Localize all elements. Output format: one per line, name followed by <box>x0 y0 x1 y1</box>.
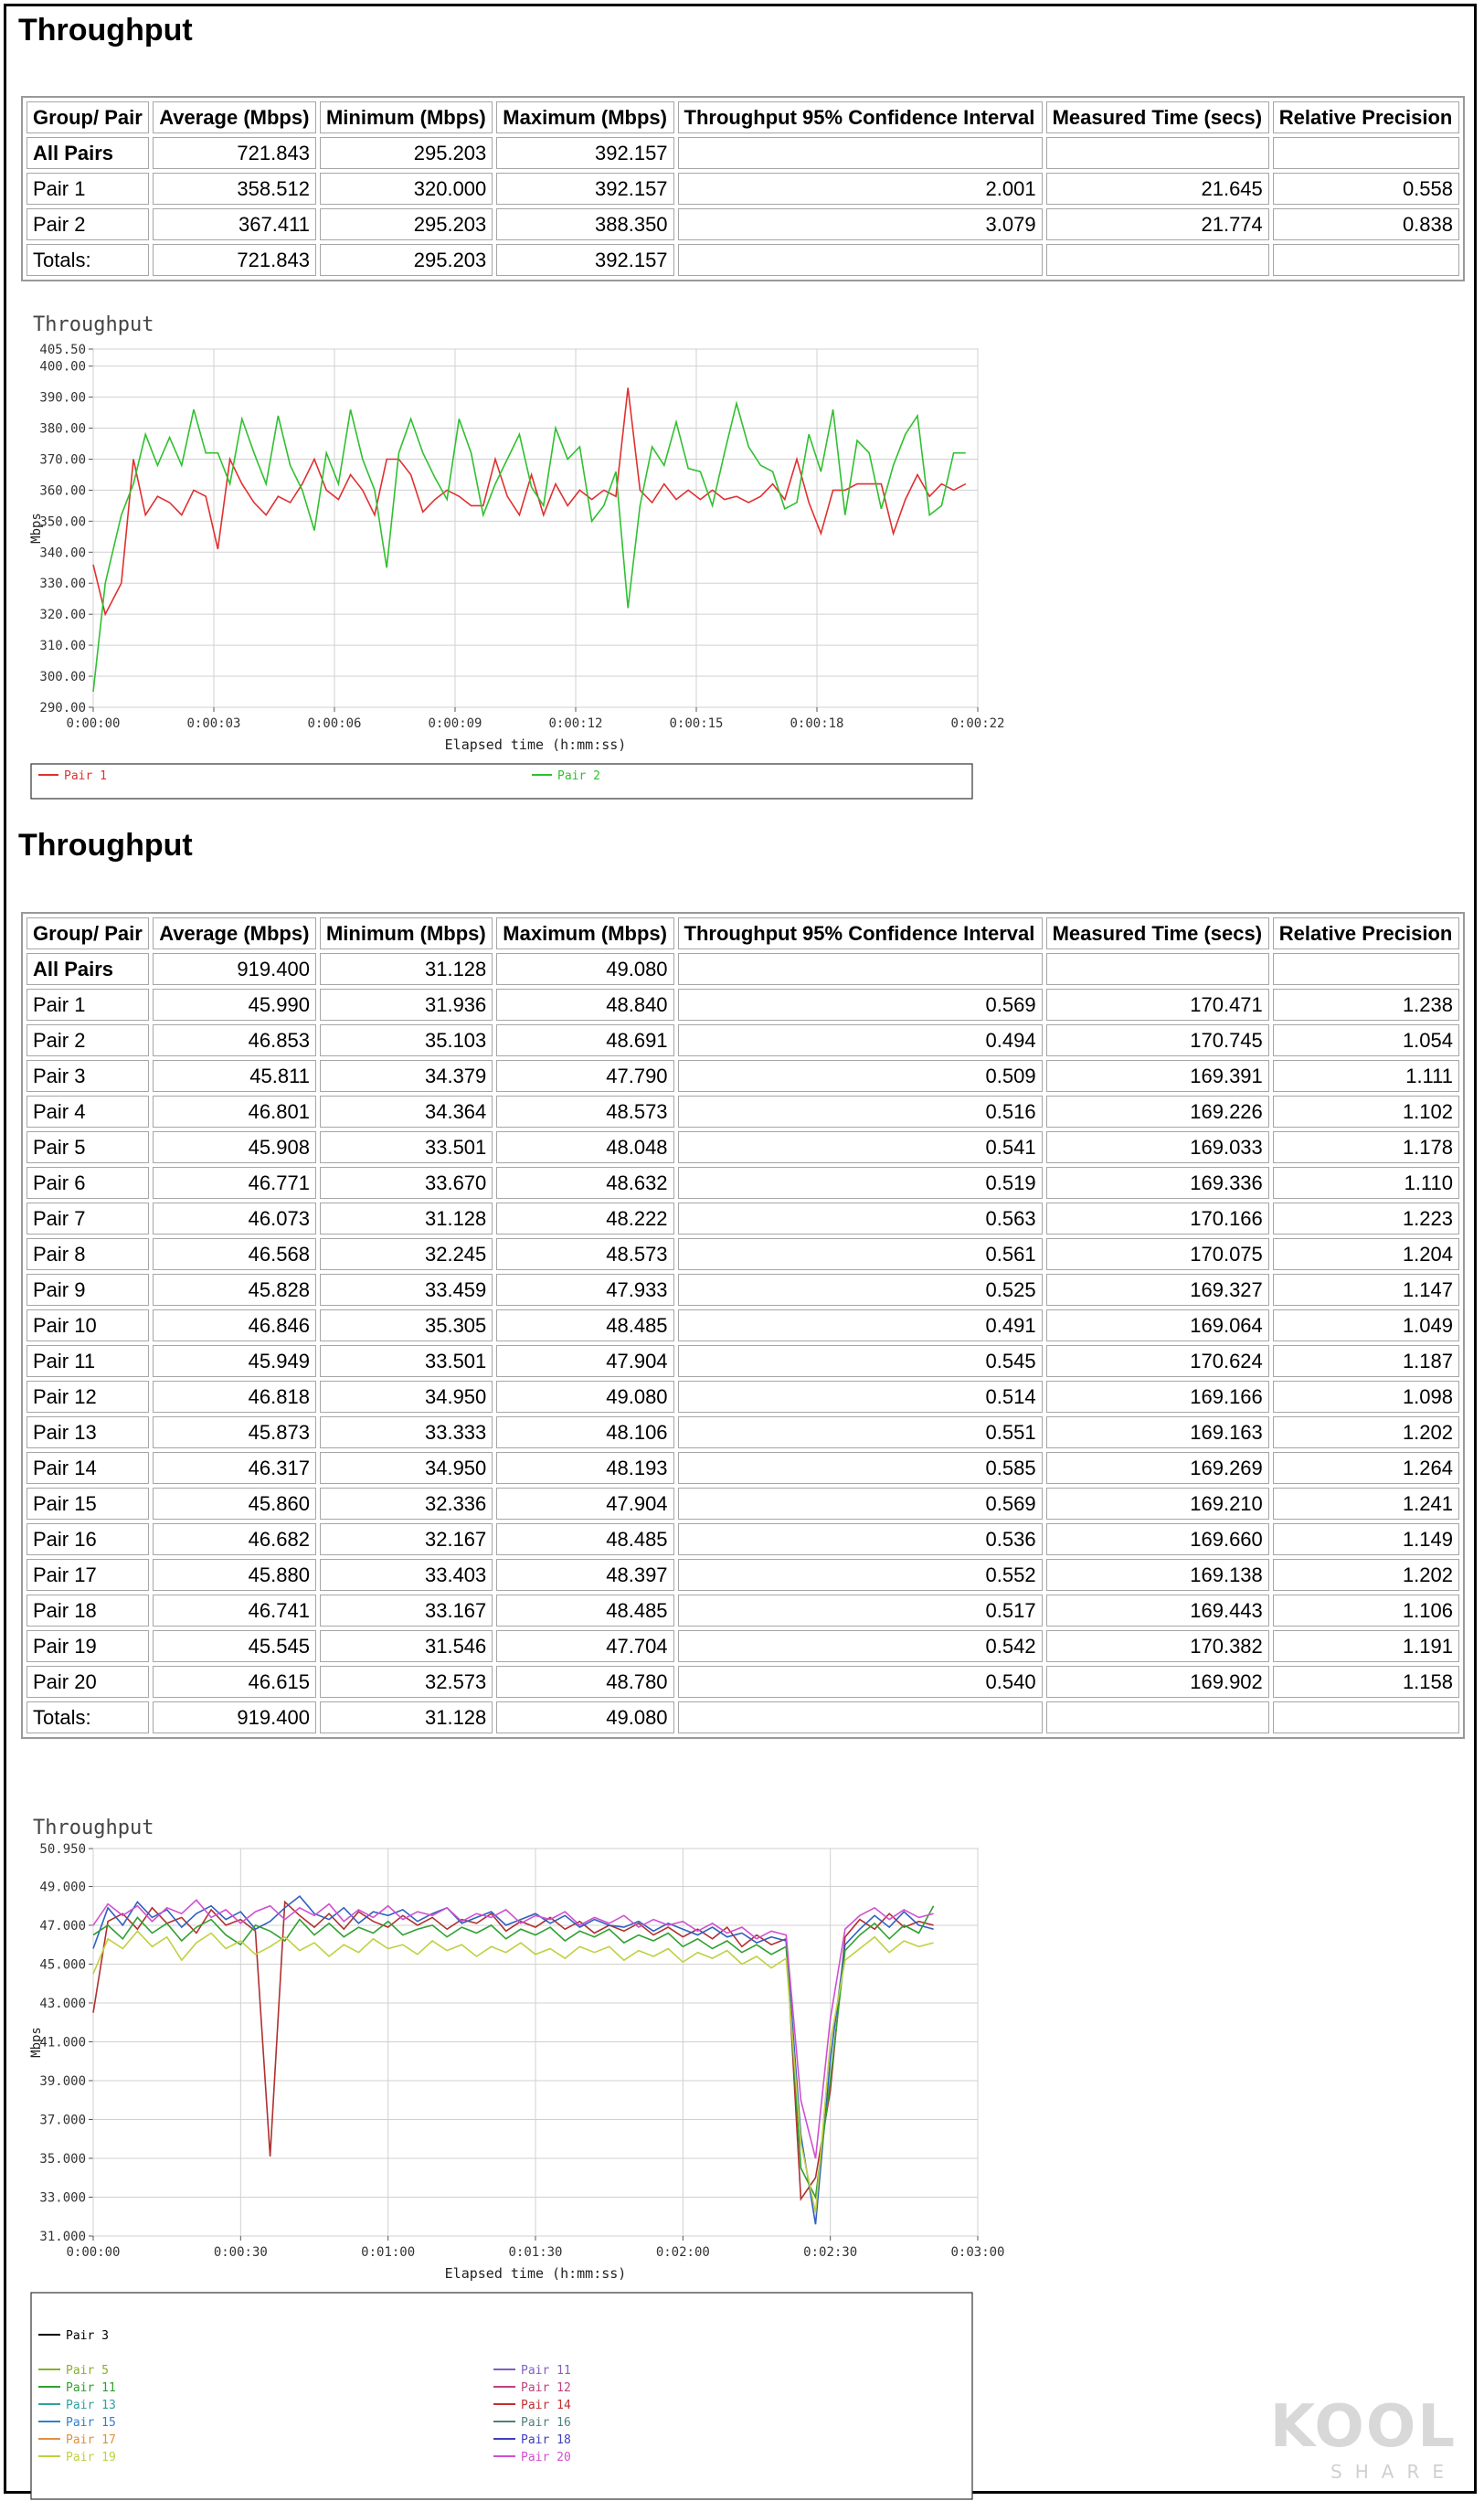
y-tick-label: 33.000 <box>39 2190 86 2206</box>
table-cell: 170.166 <box>1046 1203 1269 1235</box>
legend-label: Pair 1 <box>64 769 107 783</box>
table-cell: 169.138 <box>1046 1559 1269 1591</box>
table-cell: 31.128 <box>320 953 493 985</box>
table-cell: 0.561 <box>678 1238 1043 1270</box>
table-cell: 169.336 <box>1046 1167 1269 1199</box>
column-header: Relative Precision <box>1273 101 1459 133</box>
table-cell: 169.391 <box>1046 1060 1269 1092</box>
table-cell: 45.908 <box>153 1131 316 1163</box>
table-row <box>26 1666 1459 1698</box>
chart-title: Throughput <box>33 313 154 336</box>
table-cell: 1.187 <box>1273 1345 1459 1377</box>
column-header: Throughput 95% Confidence Interval <box>678 917 1043 949</box>
watermark-logo: KOOL SHARE <box>1269 2393 1457 2483</box>
table-cell: 0.552 <box>678 1559 1043 1591</box>
y-tick-label: 37.000 <box>39 2113 86 2128</box>
column-header: Relative Precision <box>1273 917 1459 949</box>
table-cell: 1.149 <box>1273 1523 1459 1555</box>
table-cell: 169.443 <box>1046 1595 1269 1627</box>
x-tick-label: 0:00:18 <box>790 716 844 731</box>
y-tick-label: 370.00 <box>39 452 86 468</box>
table-cell: 169.902 <box>1046 1666 1269 1698</box>
table-cell: 0.540 <box>678 1666 1043 1698</box>
table-cell: 0.491 <box>678 1309 1043 1341</box>
legend-label: Pair 5 <box>66 2364 109 2378</box>
legend-label: Pair 13 <box>66 2399 116 2412</box>
table-row <box>26 244 1459 276</box>
table-cell: 169.660 <box>1046 1523 1269 1555</box>
table-cell <box>1046 1701 1269 1733</box>
table-row <box>26 1060 1459 1092</box>
table-row <box>26 1274 1459 1306</box>
table-cell: 49.080 <box>496 1381 673 1413</box>
table-row <box>26 1630 1459 1662</box>
table-row <box>26 1131 1459 1163</box>
table-cell: 0.541 <box>678 1131 1043 1163</box>
table-cell: 46.568 <box>153 1238 316 1270</box>
legend-label: Pair 16 <box>521 2416 571 2430</box>
table-row <box>26 208 1459 240</box>
y-tick-label: 380.00 <box>39 421 86 437</box>
table-cell: All Pairs <box>26 953 149 985</box>
table-row <box>26 1416 1459 1448</box>
table-cell: 35.103 <box>320 1024 493 1056</box>
table-cell: 0.569 <box>678 989 1043 1021</box>
table-cell: 1.111 <box>1273 1060 1459 1092</box>
table-cell: 1.178 <box>1273 1131 1459 1163</box>
table-cell: Pair 4 <box>26 1096 149 1128</box>
table-row <box>26 1559 1459 1591</box>
table-cell: 45.828 <box>153 1274 316 1306</box>
x-tick-label: 0:00:30 <box>213 2245 268 2260</box>
table-cell: 48.632 <box>496 1167 673 1199</box>
table-cell <box>1273 244 1459 276</box>
table-cell: 48.485 <box>496 1309 673 1341</box>
table-cell <box>678 137 1043 169</box>
column-header: Minimum (Mbps) <box>320 101 493 133</box>
table-cell: 721.843 <box>153 244 316 276</box>
table-cell: 47.904 <box>496 1345 673 1377</box>
legend-label: Pair 11 <box>66 2381 116 2395</box>
column-header: Throughput 95% Confidence Interval <box>678 101 1043 133</box>
table-cell <box>1046 244 1269 276</box>
table-cell: 21.645 <box>1046 173 1269 205</box>
column-header: Average (Mbps) <box>153 101 316 133</box>
table-cell: 1.054 <box>1273 1024 1459 1056</box>
table-row <box>26 1345 1459 1377</box>
table-cell: 48.048 <box>496 1131 673 1163</box>
y-tick-label: 49.000 <box>39 1880 86 1895</box>
table-cell: 46.771 <box>153 1167 316 1199</box>
table-cell <box>678 244 1043 276</box>
table-cell: 32.245 <box>320 1238 493 1270</box>
table-cell: 1.223 <box>1273 1203 1459 1235</box>
table-cell <box>678 1701 1043 1733</box>
table-cell <box>678 953 1043 985</box>
table-cell <box>1273 137 1459 169</box>
table-cell: 33.403 <box>320 1559 493 1591</box>
table-cell: 48.573 <box>496 1096 673 1128</box>
table-row <box>26 1096 1459 1128</box>
y-tick-label: 310.00 <box>39 639 86 654</box>
table-cell: 0.563 <box>678 1203 1043 1235</box>
y-tick-label: 405.50 <box>39 343 86 357</box>
y-tick-label: 45.000 <box>39 1957 86 1973</box>
y-tick-label: 41.000 <box>39 2035 86 2051</box>
table-cell: 1.049 <box>1273 1309 1459 1341</box>
table-cell: 169.163 <box>1046 1416 1269 1448</box>
table-cell: 33.459 <box>320 1274 493 1306</box>
y-tick-label: 360.00 <box>39 483 86 499</box>
table-cell: 0.838 <box>1273 208 1459 240</box>
table-cell: 0.494 <box>678 1024 1043 1056</box>
table-cell <box>1046 953 1269 985</box>
table-cell: 919.400 <box>153 1701 316 1733</box>
x-axis-label: Elapsed time (h:mm:ss) <box>444 737 627 753</box>
table-row <box>26 1701 1459 1733</box>
table-cell: 169.327 <box>1046 1274 1269 1306</box>
table-cell: 1.158 <box>1273 1666 1459 1698</box>
x-tick-label: 0:01:00 <box>361 2245 416 2260</box>
table-cell: 295.203 <box>320 244 493 276</box>
x-tick-label: 0:00:00 <box>66 2245 121 2260</box>
table-cell: 47.790 <box>496 1060 673 1092</box>
table-cell: 48.780 <box>496 1666 673 1698</box>
table-cell: 48.691 <box>496 1024 673 1056</box>
table-header-row <box>26 917 1459 949</box>
table-cell: 48.222 <box>496 1203 673 1235</box>
x-tick-label: 0:02:30 <box>803 2245 858 2260</box>
table-row <box>26 1595 1459 1627</box>
table-cell: 3.079 <box>678 208 1043 240</box>
y-tick-label: 50.950 <box>39 1842 86 1857</box>
table-cell: 170.471 <box>1046 989 1269 1021</box>
throughput-table-1 <box>21 96 1465 281</box>
table-cell: 169.269 <box>1046 1452 1269 1484</box>
table-cell: 2.001 <box>678 173 1043 205</box>
table-cell: 1.147 <box>1273 1274 1459 1306</box>
table-cell: 388.350 <box>496 208 673 240</box>
table-cell: 1.102 <box>1273 1096 1459 1128</box>
table-row <box>26 1452 1459 1484</box>
column-header: Maximum (Mbps) <box>496 101 673 133</box>
x-tick-label: 0:00:03 <box>186 716 241 731</box>
y-tick-label: 31.000 <box>39 2230 86 2244</box>
table-cell: 0.545 <box>678 1345 1043 1377</box>
table-row <box>26 989 1459 1021</box>
throughput-chart-2 <box>27 1814 1005 2464</box>
table-cell: 0.525 <box>678 1274 1043 1306</box>
table-cell: 0.558 <box>1273 173 1459 205</box>
chart-svg <box>27 311 1005 832</box>
table-cell: 1.202 <box>1273 1559 1459 1591</box>
legend-label: Pair 18 <box>521 2433 571 2447</box>
table-cell: 31.128 <box>320 1701 493 1733</box>
table-cell: 45.949 <box>153 1345 316 1377</box>
table-cell: Pair 12 <box>26 1381 149 1413</box>
table-cell: 919.400 <box>153 953 316 985</box>
legend-box <box>31 2293 972 2499</box>
table-cell: 32.167 <box>320 1523 493 1555</box>
table-cell: 1.110 <box>1273 1167 1459 1199</box>
plot-area <box>93 349 978 707</box>
section-title-2: Throughput <box>18 828 193 863</box>
column-header: Average (Mbps) <box>153 917 316 949</box>
column-header: Measured Time (secs) <box>1046 101 1269 133</box>
table-cell: Pair 10 <box>26 1309 149 1341</box>
table-cell: 295.203 <box>320 137 493 169</box>
table-cell: 1.241 <box>1273 1488 1459 1520</box>
table-cell: 320.000 <box>320 173 493 205</box>
x-tick-label: 0:00:12 <box>548 716 603 731</box>
legend-label: Pair 15 <box>66 2416 116 2430</box>
legend-label: Pair 2 <box>557 769 600 783</box>
table-cell: 48.573 <box>496 1238 673 1270</box>
table-cell: 169.064 <box>1046 1309 1269 1341</box>
table-cell: 1.106 <box>1273 1595 1459 1627</box>
column-header: Group/ Pair <box>26 101 149 133</box>
table-row <box>26 173 1459 205</box>
table-cell: 31.128 <box>320 1203 493 1235</box>
table-cell: 169.166 <box>1046 1381 1269 1413</box>
table-cell: 295.203 <box>320 208 493 240</box>
table-cell <box>1046 137 1269 169</box>
table-cell: 46.682 <box>153 1523 316 1555</box>
table-cell: 46.741 <box>153 1595 316 1627</box>
table-cell <box>1273 953 1459 985</box>
table-cell: 45.860 <box>153 1488 316 1520</box>
table-cell: Totals: <box>26 1701 149 1733</box>
table-cell: Pair 2 <box>26 1024 149 1056</box>
x-tick-label: 0:00:22 <box>950 716 1005 731</box>
table-cell: 48.106 <box>496 1416 673 1448</box>
table-cell: Pair 1 <box>26 989 149 1021</box>
y-tick-label: 39.000 <box>39 2073 86 2089</box>
y-tick-label: 43.000 <box>39 1996 86 2011</box>
table-cell: 48.840 <box>496 989 673 1021</box>
table-cell: 47.933 <box>496 1274 673 1306</box>
y-tick-label: 47.000 <box>39 1918 86 1934</box>
throughput-chart-1 <box>27 311 1005 836</box>
table-row <box>26 1024 1459 1056</box>
table-cell: 47.904 <box>496 1488 673 1520</box>
table-cell: 169.033 <box>1046 1131 1269 1163</box>
y-tick-label: 35.000 <box>39 2151 86 2167</box>
table-row <box>26 1309 1459 1341</box>
legend-label: Pair 11 <box>521 2364 571 2378</box>
table-cell: Pair 5 <box>26 1131 149 1163</box>
table-cell: 169.226 <box>1046 1096 1269 1128</box>
y-axis-label: Mbps <box>29 2027 44 2058</box>
table-cell: 21.774 <box>1046 208 1269 240</box>
table-cell: 31.936 <box>320 989 493 1021</box>
table-cell: 46.846 <box>153 1309 316 1341</box>
table-cell: 0.542 <box>678 1630 1043 1662</box>
table-cell: 367.411 <box>153 208 316 240</box>
table-cell: 33.333 <box>320 1416 493 1448</box>
table-cell: 0.516 <box>678 1096 1043 1128</box>
table-cell: 45.811 <box>153 1060 316 1092</box>
table-cell: 33.167 <box>320 1595 493 1627</box>
table-cell: 34.950 <box>320 1381 493 1413</box>
table-cell: Pair 2 <box>26 208 149 240</box>
chart-title: Throughput <box>33 1817 154 1839</box>
table-header-row <box>26 101 1459 133</box>
table-cell: Pair 1 <box>26 173 149 205</box>
y-tick-label: 330.00 <box>39 577 86 592</box>
legend-label: Pair 14 <box>521 2399 571 2412</box>
table-cell: 45.880 <box>153 1559 316 1591</box>
x-tick-label: 0:03:00 <box>950 2245 1005 2260</box>
table-cell: 0.509 <box>678 1060 1043 1092</box>
table-cell: 46.615 <box>153 1666 316 1698</box>
x-axis-label: Elapsed time (h:mm:ss) <box>444 2265 627 2282</box>
table-cell: 32.573 <box>320 1666 493 1698</box>
table-cell: 45.990 <box>153 989 316 1021</box>
table-cell: 45.873 <box>153 1416 316 1448</box>
x-tick-label: 0:01:30 <box>508 2245 563 2260</box>
table-cell: 0.569 <box>678 1488 1043 1520</box>
x-tick-label: 0:02:00 <box>655 2245 710 2260</box>
table-row <box>26 1238 1459 1270</box>
table-cell: 170.624 <box>1046 1345 1269 1377</box>
table-cell: Pair 9 <box>26 1274 149 1306</box>
y-tick-label: 300.00 <box>39 670 86 685</box>
table-cell: 1.202 <box>1273 1416 1459 1448</box>
y-tick-label: 390.00 <box>39 390 86 406</box>
table-cell: Pair 8 <box>26 1238 149 1270</box>
y-tick-label: 290.00 <box>39 701 86 715</box>
x-tick-label: 0:00:15 <box>669 716 724 731</box>
table-cell: 1.238 <box>1273 989 1459 1021</box>
table-cell: 46.073 <box>153 1203 316 1235</box>
y-tick-label: 340.00 <box>39 546 86 561</box>
table-cell: Pair 18 <box>26 1595 149 1627</box>
table-cell: 34.364 <box>320 1096 493 1128</box>
table-row <box>26 1523 1459 1555</box>
table-cell: 33.501 <box>320 1345 493 1377</box>
table-cell: Pair 20 <box>26 1666 149 1698</box>
legend-label: Pair 20 <box>521 2451 571 2464</box>
y-axis-label: Mbps <box>29 513 44 544</box>
x-tick-label: 0:00:06 <box>307 716 362 731</box>
x-tick-label: 0:00:09 <box>428 716 482 731</box>
table-cell: Pair 3 <box>26 1060 149 1092</box>
table-cell: 170.745 <box>1046 1024 1269 1056</box>
table-row <box>26 1167 1459 1199</box>
table-cell: 0.519 <box>678 1167 1043 1199</box>
table-cell: 170.075 <box>1046 1238 1269 1270</box>
table-cell: 1.204 <box>1273 1238 1459 1270</box>
legend-box <box>31 764 972 799</box>
y-tick-label: 350.00 <box>39 514 86 530</box>
table-cell: 0.585 <box>678 1452 1043 1484</box>
table-cell: Pair 19 <box>26 1630 149 1662</box>
table-row <box>26 1203 1459 1235</box>
table-cell: 1.191 <box>1273 1630 1459 1662</box>
table-cell <box>1273 1701 1459 1733</box>
table-cell: 169.210 <box>1046 1488 1269 1520</box>
table-cell: 48.193 <box>496 1452 673 1484</box>
table-cell: 392.157 <box>496 137 673 169</box>
table-cell: 1.264 <box>1273 1452 1459 1484</box>
table-cell: 48.485 <box>496 1595 673 1627</box>
table-cell: 49.080 <box>496 953 673 985</box>
table-cell: 170.382 <box>1046 1630 1269 1662</box>
table-cell: Pair 16 <box>26 1523 149 1555</box>
table-row <box>26 1488 1459 1520</box>
table-cell: 34.950 <box>320 1452 493 1484</box>
table-row <box>26 1381 1459 1413</box>
legend-label: Pair 12 <box>521 2381 571 2395</box>
table-row <box>26 953 1459 985</box>
table-cell: 47.704 <box>496 1630 673 1662</box>
table-cell: 721.843 <box>153 137 316 169</box>
table-cell: 33.670 <box>320 1167 493 1199</box>
table-cell: 32.336 <box>320 1488 493 1520</box>
table-cell: 0.551 <box>678 1416 1043 1448</box>
column-header: Group/ Pair <box>26 917 149 949</box>
table-cell: Pair 15 <box>26 1488 149 1520</box>
table-cell: 392.157 <box>496 244 673 276</box>
legend-label: Pair 3 <box>66 2329 109 2343</box>
table-cell: Pair 17 <box>26 1559 149 1591</box>
column-header: Minimum (Mbps) <box>320 917 493 949</box>
table-cell: Pair 7 <box>26 1203 149 1235</box>
column-header: Measured Time (secs) <box>1046 917 1269 949</box>
table-cell: 31.546 <box>320 1630 493 1662</box>
table-cell: 48.485 <box>496 1523 673 1555</box>
table-cell: Pair 14 <box>26 1452 149 1484</box>
table-cell: 0.514 <box>678 1381 1043 1413</box>
table-cell: Pair 6 <box>26 1167 149 1199</box>
y-tick-label: 400.00 <box>39 359 86 375</box>
chart-svg <box>27 1814 1005 2464</box>
table-cell: 358.512 <box>153 173 316 205</box>
x-tick-label: 0:00:00 <box>66 716 121 731</box>
table-cell: 46.853 <box>153 1024 316 1056</box>
table-cell: 0.536 <box>678 1523 1043 1555</box>
table-cell: All Pairs <box>26 137 149 169</box>
table-cell: 46.317 <box>153 1452 316 1484</box>
table-cell: 33.501 <box>320 1131 493 1163</box>
y-tick-label: 320.00 <box>39 608 86 623</box>
column-header: Maximum (Mbps) <box>496 917 673 949</box>
table-cell: 46.818 <box>153 1381 316 1413</box>
table-cell: 49.080 <box>496 1701 673 1733</box>
throughput-table-2 <box>21 912 1465 1739</box>
table-cell: 46.801 <box>153 1096 316 1128</box>
table-cell: 35.305 <box>320 1309 493 1341</box>
legend-label: Pair 17 <box>66 2433 116 2447</box>
table-cell: 1.098 <box>1273 1381 1459 1413</box>
table-cell: 48.397 <box>496 1559 673 1591</box>
table-cell: Totals: <box>26 244 149 276</box>
table-cell: 0.517 <box>678 1595 1043 1627</box>
table-cell: 45.545 <box>153 1630 316 1662</box>
section-title-1: Throughput <box>18 13 193 48</box>
table-cell: Pair 11 <box>26 1345 149 1377</box>
legend-label: Pair 19 <box>66 2451 116 2464</box>
table-row <box>26 137 1459 169</box>
table-cell: 392.157 <box>496 173 673 205</box>
table-cell: Pair 13 <box>26 1416 149 1448</box>
table-cell: 34.379 <box>320 1060 493 1092</box>
